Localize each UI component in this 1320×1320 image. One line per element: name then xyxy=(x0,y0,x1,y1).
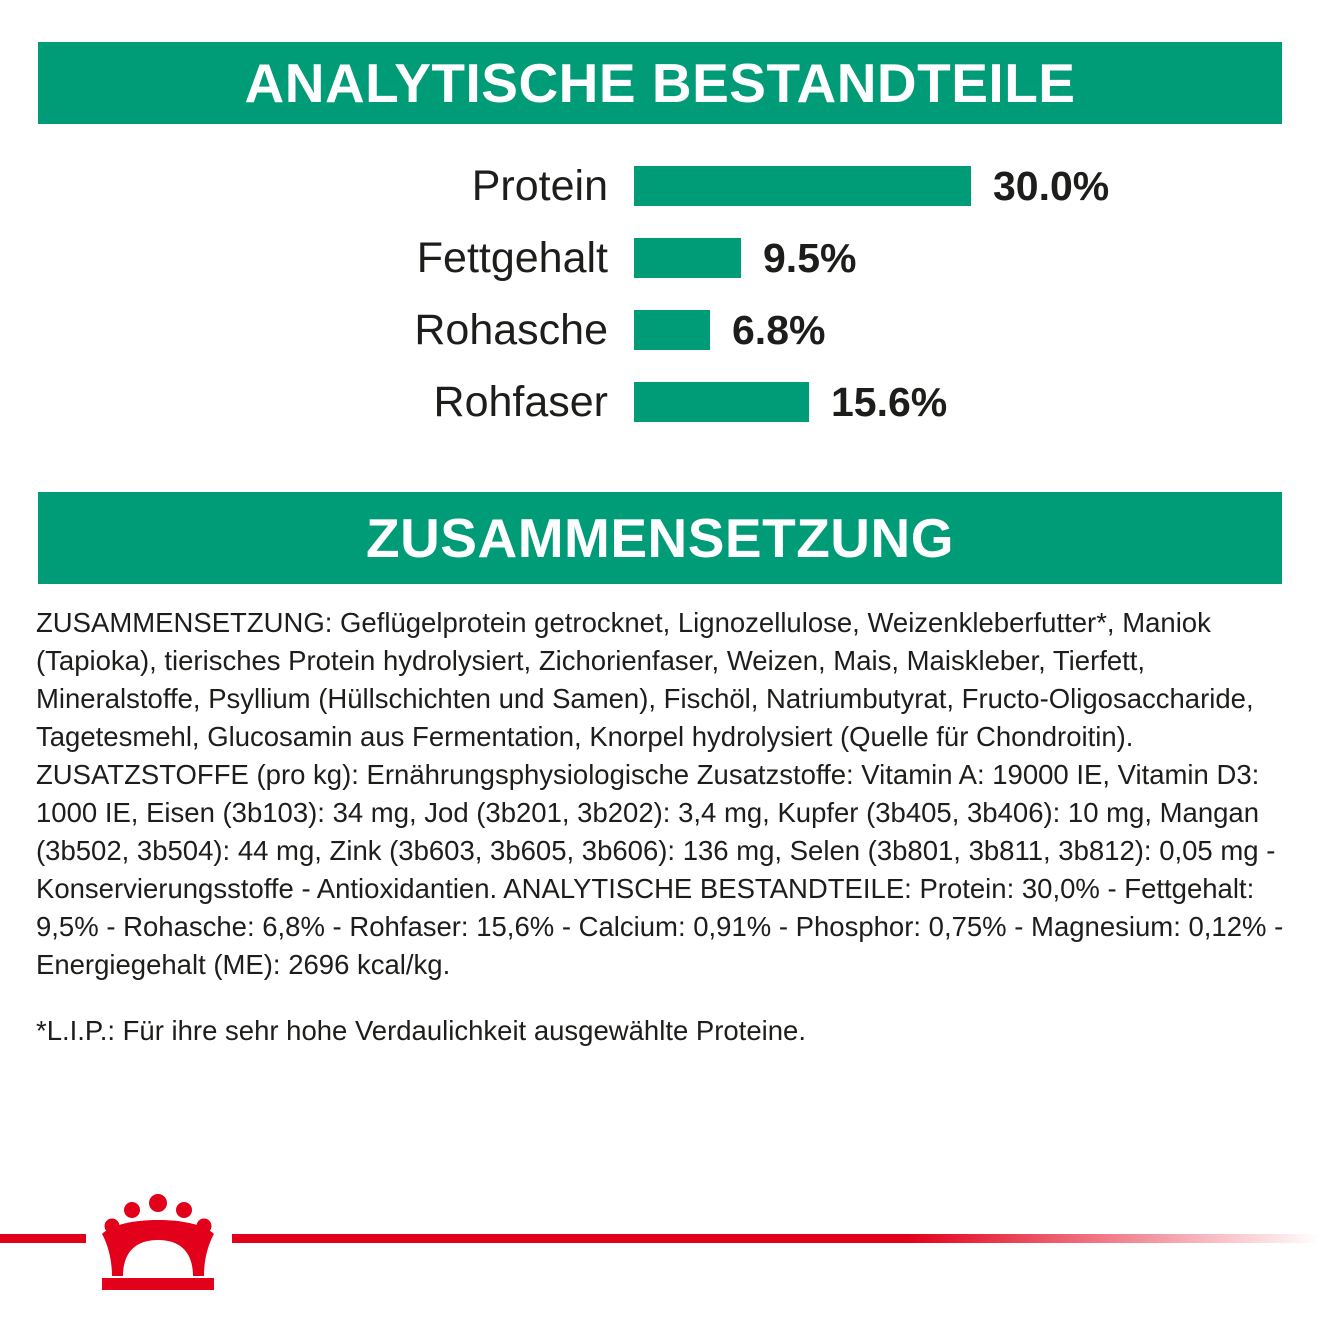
nutrient-label: Rohfaser xyxy=(433,377,608,426)
nutrient-bar-fill xyxy=(634,238,741,278)
nutrient-row xyxy=(38,294,1282,366)
composition-text-block xyxy=(36,604,1286,1050)
nutrient-value: 30.0% xyxy=(993,162,1110,209)
nutrient-value: 6.8% xyxy=(732,306,826,353)
nutrient-row xyxy=(38,222,1282,294)
nutrient-label: Protein xyxy=(471,161,608,210)
nutrient-bar-chart xyxy=(38,150,1282,460)
nutrient-bar-fill xyxy=(634,310,710,350)
composition-body: ZUSAMMENSETZUNG: Geflügelprotein getrocknet, Lignozellulose, Weizenkleberfutter*, Maniok (Tapioka), tierisches Protein hydrolysiert, Zichorienfaser, Weizen, Mais, Maiskleber, Tierfett, Mineralstoffe, Psyllium (Hüllschichten und Samen), Fischöl, Natriumbutyrat, Fructo-Oligosaccharide, Tagetesmehl, Glucosamin aus Fermentation, Knorpel hydrolysiert (Quelle für Chondroitin). ZUSATZSTOFFE (pro kg): Ernährungsphysiologische Zusatzstoffe: Vitamin A: 19000 IE, Vitamin D3: 1000 IE, Eisen (3b103): 34 mg, Jod (3b201, 3b202): 3,4 mg, Kupfer (3b405, 3b406): 10 mg, Mangan (3b502, 3b504): 44 mg, Zink (3b603, 3b605, 3b606): 136 mg, Selen (3b801, 3b811, 3b812): 0,05 mg - Konservierungsstoffe - Antioxidantien. ANALYTISCHE BESTANDTEILE: Protein: 30,0% - Fettgehalt: 9,5% - Rohasche: 6,8% - Rohfaser: 15,6% - Calcium: 0,91% - Phosphor: 0,75% - Magnesium: 0,12% - Energiegehalt (ME): 2696 kcal/kg. xyxy=(36,607,1284,980)
brand-footer xyxy=(0,1188,1320,1320)
composition-heading: ZUSAMMENSETZUNG xyxy=(38,492,1282,584)
footer-rule-left xyxy=(0,1234,86,1243)
nutrient-row xyxy=(38,150,1282,222)
footer-rule-right xyxy=(232,1234,1320,1243)
nutrient-bar-track xyxy=(634,235,856,282)
analytical-constituents-heading: ANALYTISCHE BESTANDTEILE xyxy=(38,42,1282,124)
nutrient-label: Rohasche xyxy=(414,305,608,354)
nutrient-bar-track xyxy=(634,163,1109,210)
nutrient-row xyxy=(38,366,1282,438)
nutrient-bar-track xyxy=(634,379,947,426)
royal-canin-crown-logo xyxy=(92,1190,224,1294)
composition-footnote: *L.I.P.: Für ihre sehr hohe Verdaulichkeit ausgewählte Proteine. xyxy=(36,1015,806,1046)
nutrient-value: 9.5% xyxy=(763,234,857,281)
nutrient-bar-fill xyxy=(634,382,809,422)
nutrient-value: 15.6% xyxy=(831,378,948,425)
nutrient-bar-fill xyxy=(634,166,971,206)
nutrient-label: Fettgehalt xyxy=(416,233,608,282)
nutrient-bar-track xyxy=(634,307,825,354)
